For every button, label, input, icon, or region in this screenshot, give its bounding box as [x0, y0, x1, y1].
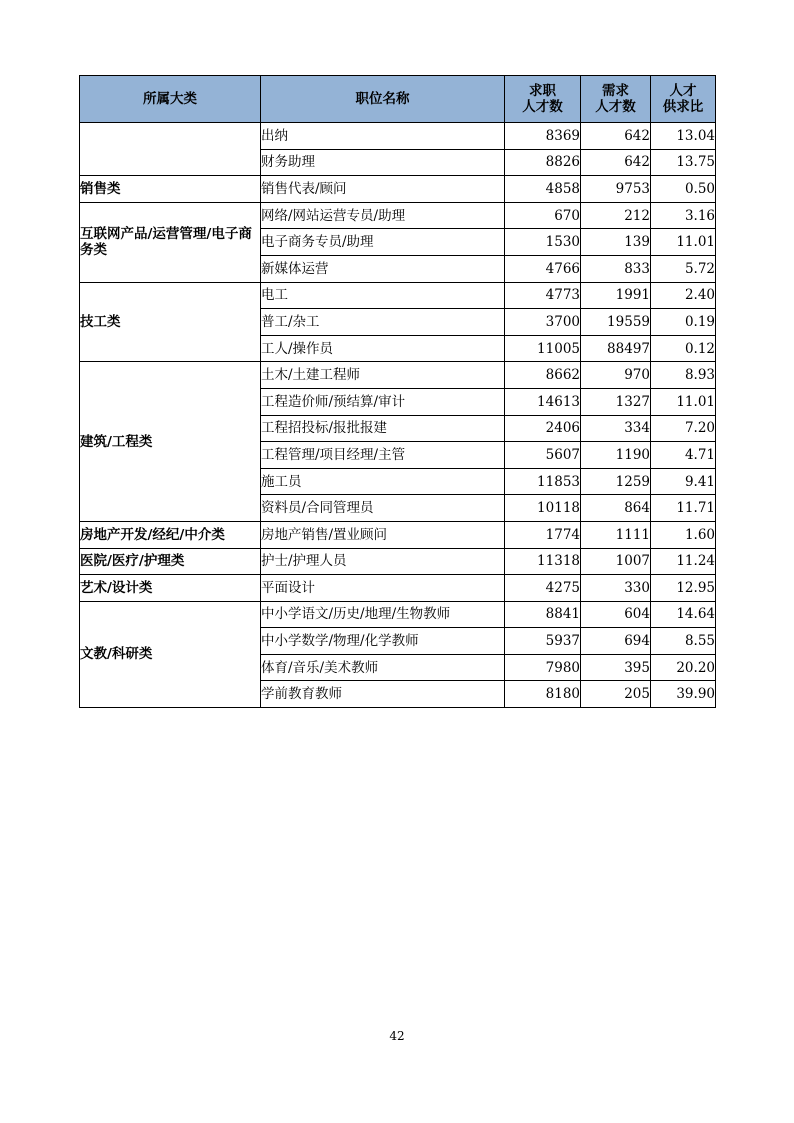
applicants-cell: 7980 — [505, 654, 581, 681]
position-cell: 电子商务专员/助理 — [261, 229, 505, 256]
ratio-cell: 20.20 — [651, 654, 716, 681]
applicants-cell: 11318 — [505, 548, 581, 575]
position-cell: 工程造价师/预结算/审计 — [261, 388, 505, 415]
demand-cell: 642 — [581, 123, 651, 150]
applicants-cell: 4858 — [505, 176, 581, 203]
ratio-cell: 11.24 — [651, 548, 716, 575]
category-cell — [80, 123, 261, 176]
category-cell: 销售类 — [80, 176, 261, 203]
position-cell: 工程招投标/报批报建 — [261, 415, 505, 442]
position-cell: 工人/操作员 — [261, 335, 505, 362]
ratio-cell: 8.55 — [651, 628, 716, 655]
position-cell: 学前教育教师 — [261, 681, 505, 708]
header-demand: 需求 人才数 — [581, 76, 651, 123]
position-cell: 中小学语文/历史/地理/生物教师 — [261, 601, 505, 628]
demand-cell: 88497 — [581, 335, 651, 362]
ratio-cell: 5.72 — [651, 255, 716, 282]
ratio-cell: 11.01 — [651, 229, 716, 256]
position-cell: 普工/杂工 — [261, 309, 505, 336]
applicants-cell: 8841 — [505, 601, 581, 628]
category-cell: 医院/医疗/护理类 — [80, 548, 261, 575]
header-ratio: 人才 供求比 — [651, 76, 716, 123]
ratio-cell: 12.95 — [651, 575, 716, 602]
ratio-cell: 0.19 — [651, 309, 716, 336]
applicants-cell: 8826 — [505, 149, 581, 176]
demand-cell: 395 — [581, 654, 651, 681]
ratio-cell: 3.16 — [651, 202, 716, 229]
demand-cell: 330 — [581, 575, 651, 602]
demand-cell: 139 — [581, 229, 651, 256]
demand-cell: 1007 — [581, 548, 651, 575]
page-number: 42 — [389, 1029, 405, 1043]
demand-cell: 604 — [581, 601, 651, 628]
category-cell: 房地产开发/经纪/中介类 — [80, 521, 261, 548]
demand-cell: 1190 — [581, 442, 651, 469]
position-cell: 财务助理 — [261, 149, 505, 176]
category-cell: 技工类 — [80, 282, 261, 362]
table-row — [80, 362, 716, 389]
demand-cell: 1327 — [581, 388, 651, 415]
applicants-cell: 1774 — [505, 521, 581, 548]
ratio-cell: 9.41 — [651, 468, 716, 495]
applicants-cell: 8180 — [505, 681, 581, 708]
applicants-cell: 3700 — [505, 309, 581, 336]
ratio-cell: 1.60 — [651, 521, 716, 548]
ratio-cell: 7.20 — [651, 415, 716, 442]
ratio-cell: 11.71 — [651, 495, 716, 522]
table-header-row — [80, 76, 716, 123]
ratio-cell: 4.71 — [651, 442, 716, 469]
demand-cell: 212 — [581, 202, 651, 229]
applicants-cell: 11005 — [505, 335, 581, 362]
category-cell: 建筑/工程类 — [80, 362, 261, 522]
ratio-cell: 13.04 — [651, 123, 716, 150]
position-cell: 销售代表/顾问 — [261, 176, 505, 203]
demand-cell: 1111 — [581, 521, 651, 548]
job-supply-demand-table — [79, 75, 716, 708]
position-cell: 出纳 — [261, 123, 505, 150]
table-row — [80, 548, 716, 575]
ratio-cell: 14.64 — [651, 601, 716, 628]
ratio-cell: 2.40 — [651, 282, 716, 309]
ratio-cell: 0.12 — [651, 335, 716, 362]
applicants-cell: 4275 — [505, 575, 581, 602]
applicants-cell: 670 — [505, 202, 581, 229]
position-cell: 电工 — [261, 282, 505, 309]
table-row — [80, 601, 716, 628]
position-cell: 工程管理/项目经理/主管 — [261, 442, 505, 469]
table-row — [80, 123, 716, 150]
applicants-cell: 4766 — [505, 255, 581, 282]
position-cell: 护士/护理人员 — [261, 548, 505, 575]
header-category: 所属大类 — [80, 76, 261, 123]
table-row — [80, 521, 716, 548]
applicants-cell: 8662 — [505, 362, 581, 389]
demand-cell: 642 — [581, 149, 651, 176]
ratio-cell: 0.50 — [651, 176, 716, 203]
ratio-cell: 11.01 — [651, 388, 716, 415]
demand-cell: 694 — [581, 628, 651, 655]
demand-cell: 205 — [581, 681, 651, 708]
applicants-cell: 1530 — [505, 229, 581, 256]
table-body — [80, 123, 716, 708]
position-cell: 新媒体运营 — [261, 255, 505, 282]
position-cell: 体育/音乐/美术教师 — [261, 654, 505, 681]
demand-cell: 9753 — [581, 176, 651, 203]
position-cell: 中小学数学/物理/化学教师 — [261, 628, 505, 655]
table-row — [80, 575, 716, 602]
position-cell: 土木/土建工程师 — [261, 362, 505, 389]
demand-cell: 19559 — [581, 309, 651, 336]
position-cell: 施工员 — [261, 468, 505, 495]
applicants-cell: 8369 — [505, 123, 581, 150]
table-row — [80, 282, 716, 309]
demand-cell: 1991 — [581, 282, 651, 309]
header-position: 职位名称 — [261, 76, 505, 123]
category-cell: 文教/科研类 — [80, 601, 261, 707]
position-cell: 网络/网站运营专员/助理 — [261, 202, 505, 229]
demand-cell: 334 — [581, 415, 651, 442]
table-row — [80, 202, 716, 229]
position-cell: 房地产销售/置业顾问 — [261, 521, 505, 548]
position-cell: 资料员/合同管理员 — [261, 495, 505, 522]
category-cell: 艺术/设计类 — [80, 575, 261, 602]
category-cell: 互联网产品/运营管理/电子商务类 — [80, 202, 261, 282]
ratio-cell: 39.90 — [651, 681, 716, 708]
applicants-cell: 2406 — [505, 415, 581, 442]
applicants-cell: 11853 — [505, 468, 581, 495]
applicants-cell: 5607 — [505, 442, 581, 469]
table-row — [80, 176, 716, 203]
position-cell: 平面设计 — [261, 575, 505, 602]
ratio-cell: 13.75 — [651, 149, 716, 176]
ratio-cell: 8.93 — [651, 362, 716, 389]
header-applicants: 求职 人才数 — [505, 76, 581, 123]
applicants-cell: 5937 — [505, 628, 581, 655]
demand-cell: 970 — [581, 362, 651, 389]
demand-cell: 833 — [581, 255, 651, 282]
applicants-cell: 10118 — [505, 495, 581, 522]
demand-cell: 864 — [581, 495, 651, 522]
demand-cell: 1259 — [581, 468, 651, 495]
applicants-cell: 14613 — [505, 388, 581, 415]
applicants-cell: 4773 — [505, 282, 581, 309]
